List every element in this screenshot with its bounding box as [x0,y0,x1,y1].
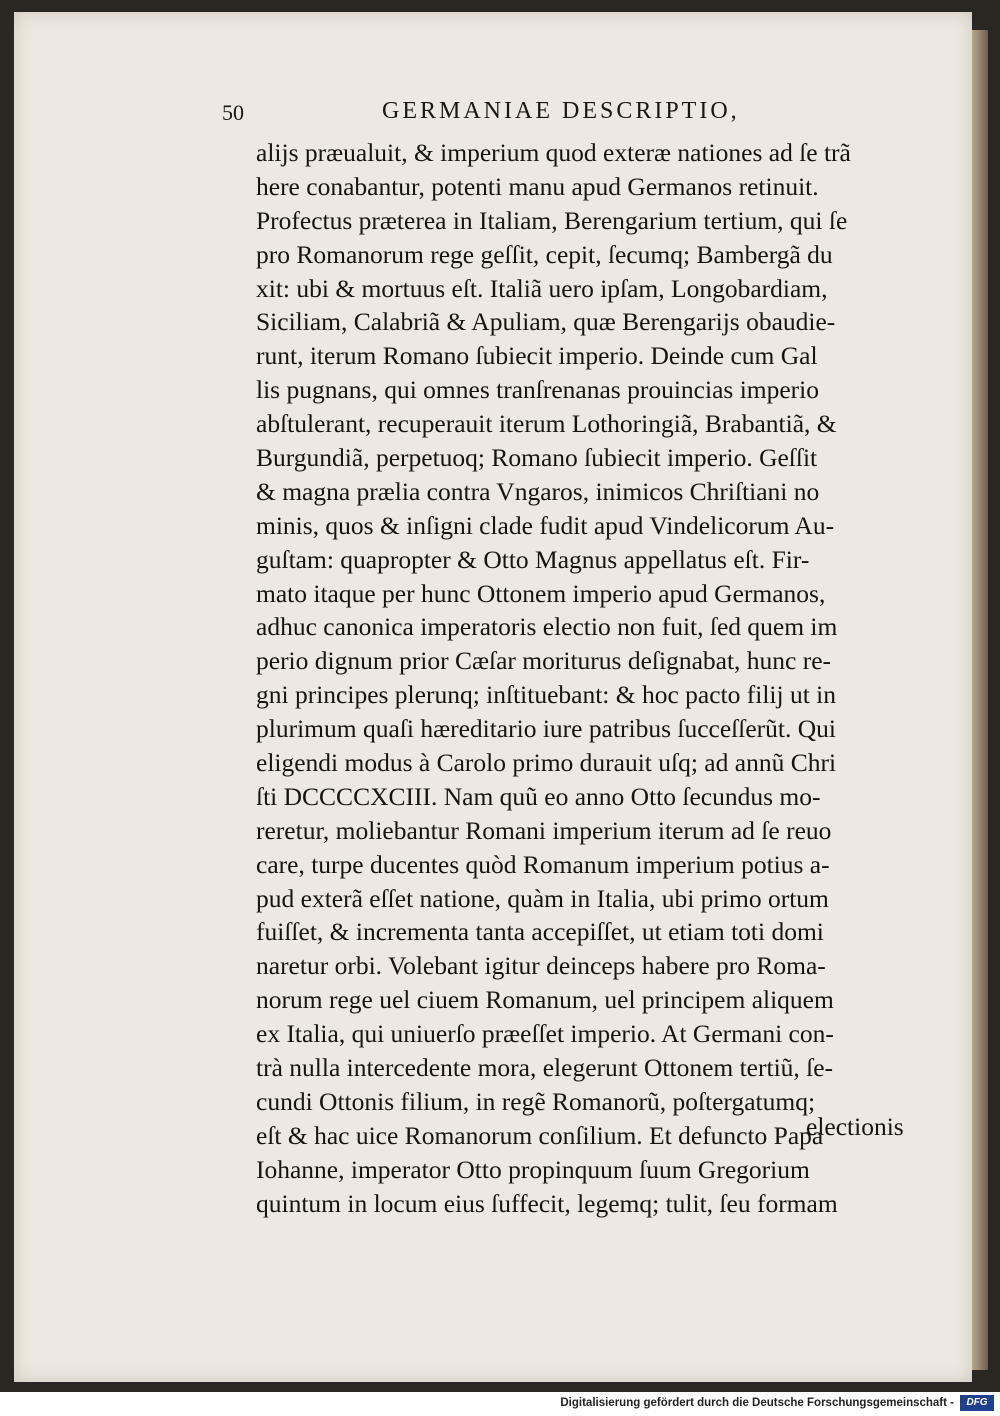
text-line: pud exterã eſſet natione, quàm in Italia, ubi primo ortum [256,883,829,913]
funding-credit: Digitalisierung gefördert durch die Deutsche Forschungsgemeinschaft - [560,1397,954,1409]
text-line: reretur, moliebantur Romani imperium iterum ad ſe reuo [256,815,832,845]
text-line: gni principes plerunq; inſtituebant: & hoc pacto filij ut in [256,680,837,710]
text-line: ex Italia, qui uniuerſo præeſſet imperio. At Germani con- [256,1019,834,1049]
catchword: electionis [806,1112,904,1141]
running-head: GERMANIAE DESCRIPTIO, [382,98,740,124]
body-text [256,136,920,1221]
page-header [222,94,842,134]
text-line: eligendi modus à Carolo primo durauit uſq; ad annũ Chri [256,748,837,778]
text-line: adhuc canonica imperatoris electio non fuit, ſed quem im [256,612,838,642]
text-line: here conabantur, potenti manu apud Germanos retinuit. [256,171,819,201]
dfg-logo-icon[interactable]: DFG [960,1395,994,1411]
text-line: mato itaque per hunc Ottonem imperio apud Germanos, [256,578,826,608]
page-edge [972,30,988,1370]
text-line: guſtam: quapropter & Otto Magnus appellatus eſt. Fir- [256,544,810,574]
text-line: fuiſſet, & incrementa tanta accepiſſet, ut etiam toti domi [256,917,824,947]
text-line: Burgundiã, perpetuoq; Romano ſubiecit imperio. Geſſit [256,443,818,473]
text-line: care, turpe ducentes quòd Romanum imperium potius a- [256,849,830,879]
text-line: naretur orbi. Volebant igitur deinceps habere pro Roma- [256,951,826,981]
text-line: runt, iterum Romano ſubiecit imperio. Deinde cum Gal [256,341,818,371]
text-line: trà nulla intercedente mora, elegerunt Ottonem tertiũ, ſe- [256,1053,834,1083]
text-line: plurimum quaſi hæreditario iure patribus ſucceſſerũt. Qui [256,714,836,744]
page-number: 50 [222,100,244,125]
footer-bar [0,1392,1000,1416]
text-line: lis pugnans, qui omnes tranſrenanas prouincias imperio [256,375,820,405]
text-line: abſtulerant, recuperauit iterum Lothoringiã, Brabantiã, & [256,409,837,439]
text-line: Profectus prӕterea in Italiam, Berengarium tertium, qui ſe [256,205,848,235]
text-line: quintum in locum eius ſuffecit, legemq; tulit, ſeu formam [256,1188,838,1218]
text-line: norum rege uel ciuem Romanum, uel principem aliquem [256,985,834,1015]
text-line: Iohanne, imperator Otto propinquum ſuum Gregorium [256,1154,810,1184]
text-line: alijs præualuit, & imperium quod exteræ nationes ad ſe trã [256,138,851,167]
text-line: perio dignum prior Cæſar moriturus deſignabat, hunc re- [256,646,832,676]
text-line: minis, quos & inſigni clade fudit apud Vindelicorum Au- [256,510,835,540]
text-line: xit: ubi & mortuus eſt. Italiã uero ipſam, Longobardiam, [256,273,828,303]
text-line: ſti DCCCCXCIII. Nam quũ eo anno Otto ſecundus mo- [256,781,821,811]
text-line: cundi Ottonis filium, in regẽ Romanorũ, poſtergatumq; [256,1086,816,1116]
text-line: pro Romanorum rege geſſit, cepit, ſecumq; Bambergã du [256,239,833,269]
text-line: & magna prælia contra Vngaros, inimicos Chriſtiani no [256,476,820,506]
text-line: eſt & hac uice Romanorum conſilium. Et defuncto Papa [256,1120,824,1150]
text-line: Siciliam, Calabriã & Apuliam, quæ Berengarijs obaudie- [256,307,836,337]
